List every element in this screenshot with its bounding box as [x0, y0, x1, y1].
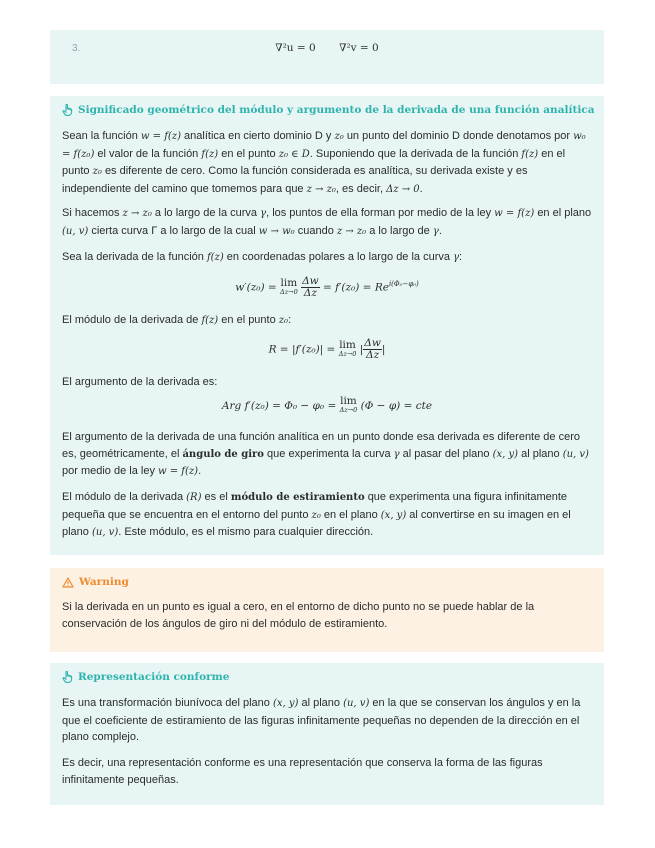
warning-text: Si la derivada en un punto es igual a cero, en el entorno de dicho punto no se puede hablar de la conservación de los ángulos de giro ni del módulo de estiramiento.: [62, 601, 535, 630]
paragraph-6: El argumento de la derivada de una función analítica en un punto donde esa derivada es diferente de cero es, geométricamente, el ángulo de giro que experimenta la curva γ al pasar del plano (x, y) al plano (u, v) por medio de la ley w = f(z).: [62, 431, 589, 477]
laplace-equations: ∇²u = 0 ∇²v = 0: [275, 42, 379, 54]
paragraph-7: El módulo de la derivada (R) es el módulo de estiramiento que experimenta una figura infinitamente pequeña que se encuentra en el entorno del punto z₀ en el plano (x, y) al convertirse en su imagen en el plano (u, v). Este módulo, es el mismo para cualquier dirección.: [62, 491, 571, 538]
argument-equation: Arg f′(z₀) = Φ₀ − φ₀ = lim Δz→0 (Φ − φ) = cte: [221, 395, 433, 414]
paragraph-2: Si hacemos z → z₀ a lo largo de la curva γ, los puntos de ella forman por medio de la ley w = f(z) en el plano (u, v) cierta curva Γ a lo largo de la cual w → w₀ cuando z → z₀ a lo largo de γ.: [62, 207, 592, 237]
conformal-paragraph-1: Es una transformación biunívoca del plano (x, y) al plano (u, v) en la que se conservan los ángulos y en la que el coeficiente de estiramiento de las figuras infinitamente pequeñas no dependen de la dirección en el plano complejo.: [62, 697, 581, 743]
box-title-text: Significado geométrico del módulo y argumento de la derivada de una función analítica: [78, 104, 595, 116]
warning-box: [50, 568, 604, 652]
conformal-box: [50, 663, 604, 805]
paragraph-1: Sean la función w = f(z) analítica en cierto dominio D y z₀ un punto del dominio D donde denotamos por w₀ = f(z₀) el valor de la función f(z) en el punto z₀ ∈ D. Suponiendo que la derivada de la función f(z) en el punto z₀ es diferente de cero. Como la función considerada es analítica, su derivada existe y es independiente del camino que tomemos para que z → z₀, es decir, Δz → 0.: [62, 130, 586, 195]
pointing-hand-icon: [62, 671, 73, 683]
box-title: [62, 104, 595, 116]
paragraph-5: El argumento de la derivada es:: [62, 376, 218, 388]
geometric-meaning-box: [50, 96, 604, 555]
modulus-equation: R = |f′(z₀)| = lim Δz→0 | $\frac{\Delta w}{\Delta z}$ |: [268, 337, 386, 361]
conformal-title-text: Representación conforme: [78, 671, 230, 683]
pointing-hand-icon: [62, 104, 73, 116]
conformal-paragraph-2: Es decir, una representación conforme es una representación que conserva la forma de las figuras infinitamente pequeñas.: [62, 757, 543, 786]
paragraph-4: El módulo de la derivada de f(z) en el punto z₀:: [62, 314, 292, 326]
equation-number: 3.: [72, 43, 81, 54]
paragraph-3: Sea la derivada de la función f(z) en coordenadas polares a lo largo de la curva γ:: [62, 251, 463, 263]
warning-title-text: Warning: [79, 576, 129, 588]
conformal-title: [62, 671, 229, 683]
equation-block: [50, 30, 604, 84]
warning-title: [62, 576, 129, 588]
warning-triangle-icon: [62, 577, 74, 588]
derivative-polar-equation: w′(z₀) = lim Δz→0 $\frac{\Delta w}{\Delta z}$ = $f'(z_0) = Re^{i(\Phi_0-\varphi_0)}$: [235, 275, 419, 299]
